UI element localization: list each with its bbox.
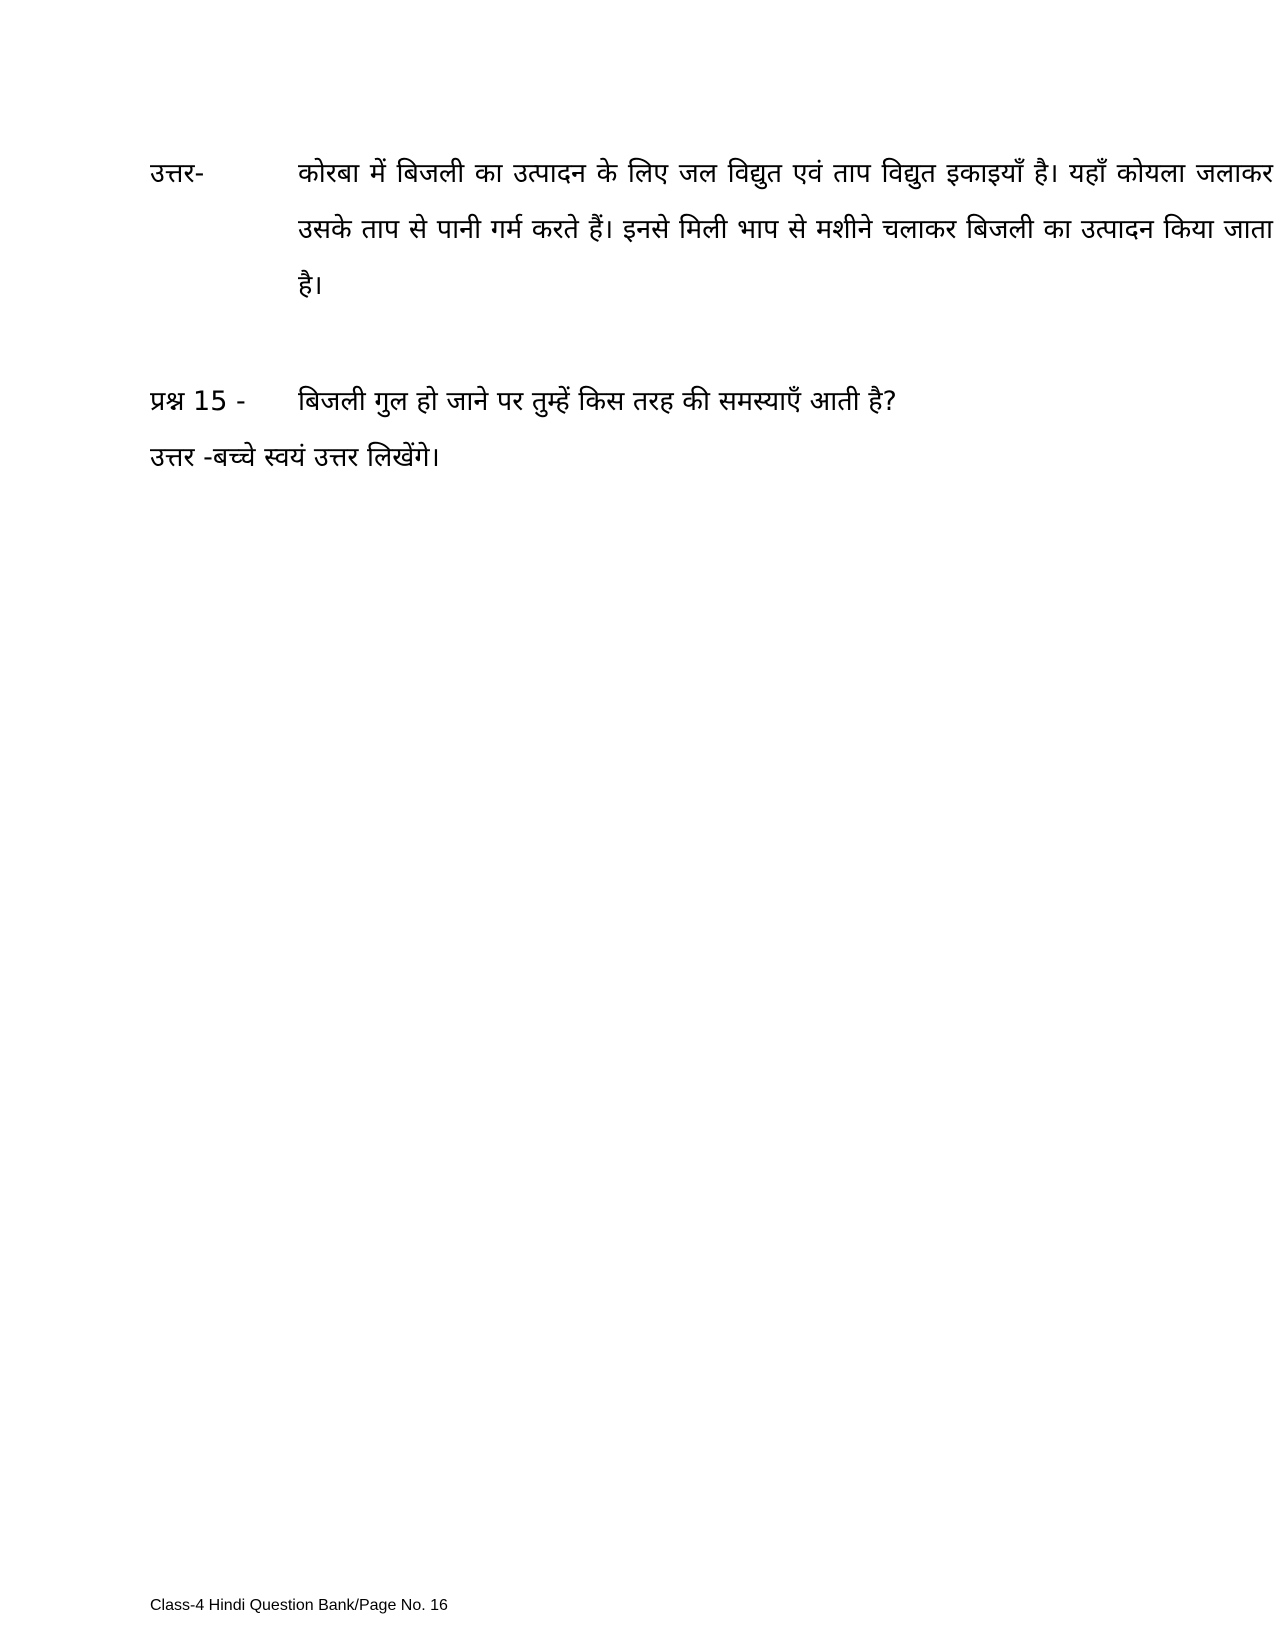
answer-15: उत्तर -बच्चे स्वयं उत्तर लिखेंगे।: [150, 442, 440, 473]
page-footer: Class-4 Hindi Question Bank/Page No. 16: [150, 1597, 448, 1614]
question-label: प्रश्न 15 -: [150, 386, 246, 417]
answer-text: कोरबा में बिजली का उत्पादन के लिए जल विद्युत एवं ताप विद्युत इकाइयाँ है। यहाँ कोयला जलाकर उसके ताप से पानी गर्म करते हैं। इनसे मिली भाप से मशीने चलाकर बिजली का उत्पादन किया जाता है।: [298, 158, 1273, 301]
question-text: बिजली गुल हो जाने पर तुम्हें किस तरह की समस्याएँ आती है?: [298, 386, 897, 417]
answer-label: उत्तर-: [150, 158, 205, 189]
question-15: [150, 374, 897, 430]
